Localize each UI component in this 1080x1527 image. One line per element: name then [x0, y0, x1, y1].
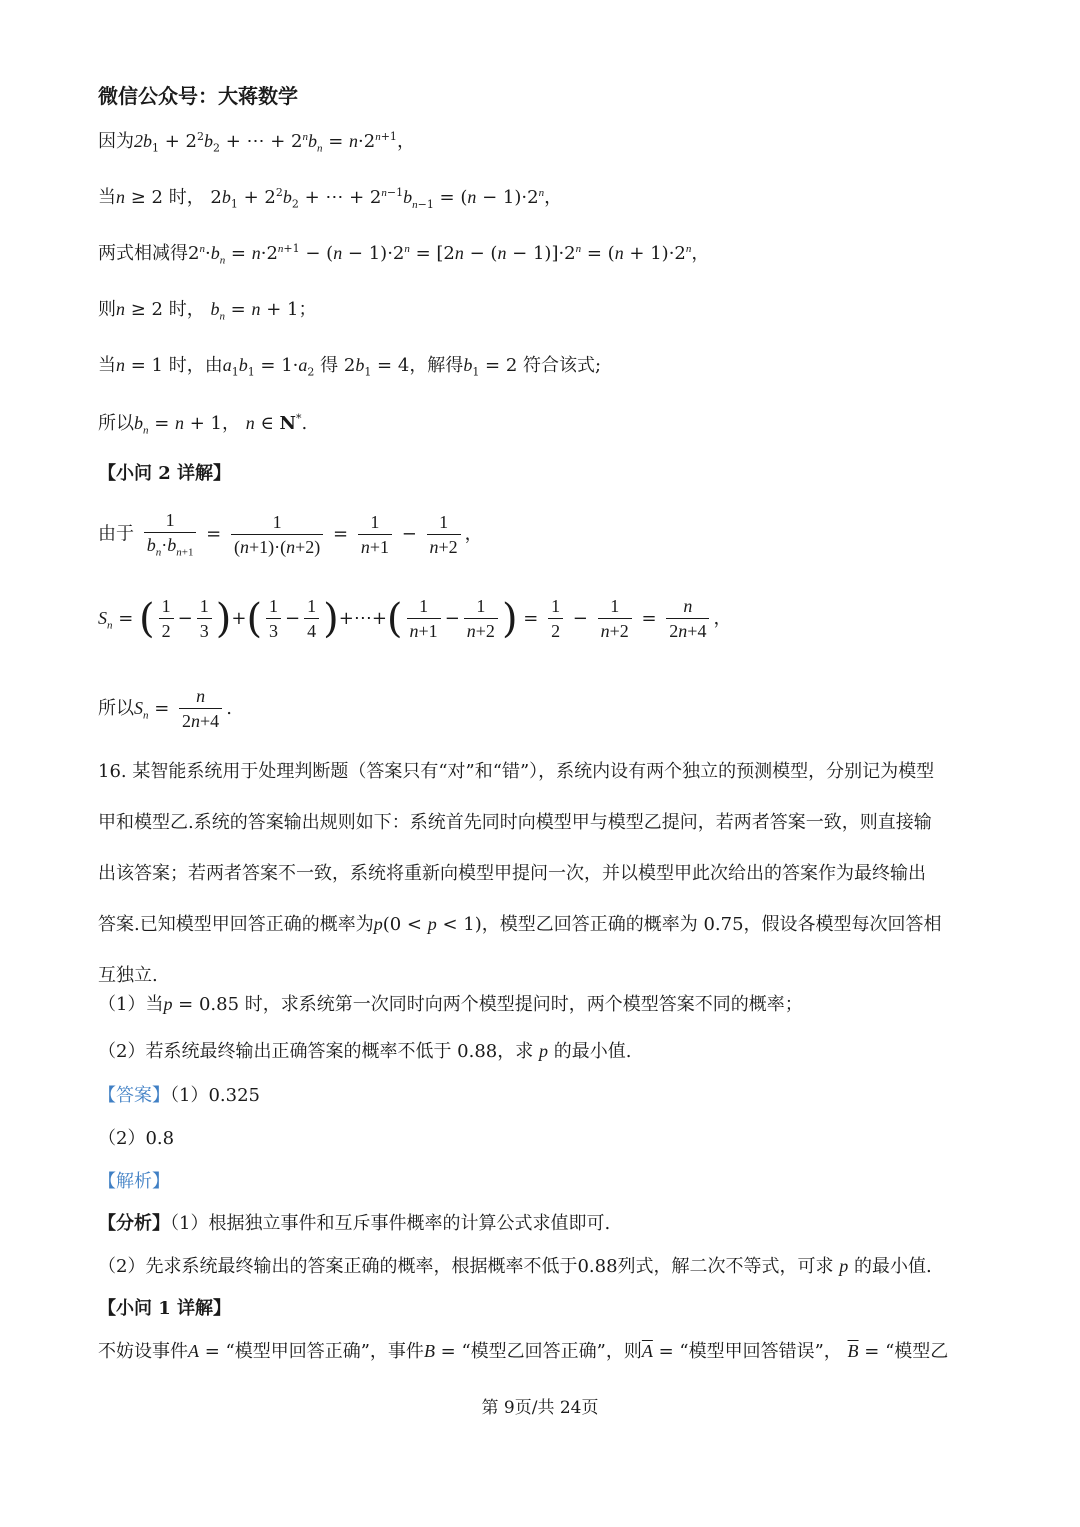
derivation-line-1: 因为$2b_1 + 2^2b_2$ + ⋯ + $2^nb_n = n\cdot 2^{n+1}$， [98, 130, 415, 155]
answer-line-2: （2）0.8 [98, 1128, 175, 1149]
part2-line-2: $S_n$ = ( $\frac{1}{2}$ − $\frac{1}{3}$ )+( $\frac{1}{3}$ − $\frac{1}{4}$ )+⋯+( $\frac{1}{n+1}$ − $\frac{1}{n+2}$ ) = $\frac{1}{2}$ − $\frac{1}{n+2}$ = $\frac{n}{2n+4}$ ， [98, 595, 732, 642]
problem-16-question-1: （1）当p = 0.85 时，求系统第一次同时向两个模型提问时，两个模型答案不同的概率； [98, 994, 803, 1015]
derivation-line-5: 当n = 1 时，由$a_1b_1 = 1\cdot a_2$ 得 $2b_1 = 4$，解得$b_1 = 2$ 符合该式; [98, 355, 602, 379]
analysis-tag: 【解析】 [98, 1171, 170, 1192]
analysis-line-1: 【分析】（1）根据独立事件和互斥事件概率的计算公式求值即可. [98, 1213, 611, 1234]
answer-tag: 【答案】 [98, 1085, 170, 1106]
analysis-line-last: 不妨设事件A = “模型甲回答正确”，事件B = “模型乙回答正确”，则$\overline{A}$ = “模型甲回答错误”， $\overline{B}$ = “模型乙 [98, 1341, 949, 1362]
problem-16-line-3: 出该答案；若两者答案不一致，系统将重新向模型甲提问一次，并以模型甲此次给出的答案作为最终输出 [98, 863, 926, 884]
problem-16-line-1: 16. 某智能系统用于处理判断题（答案只有“对”和“错”），系统内设有两个独立的预测模型，分别记为模型 [98, 761, 935, 782]
derivation-line-2: 当n ≥ 2 时， $2b_1 + 2^2b_2$ + ⋯ + $2^{n-1}b_{n-1} = (n - 1)\cdot 2^n$， [98, 186, 563, 211]
part2-line-1: 由于 $\frac{1}{b_n\cdot b_{n+1}}$ = $\frac{1}{(n+1)\cdot(n+2)}$ = $\frac{1}{n+1}$ − $\frac{1}{n+2}$ ， [98, 510, 483, 559]
sub-question-2-heading: 【小问 2 详解】 [98, 463, 232, 484]
page-footer: 第 9页/共 24页 [481, 1398, 599, 1418]
problem-16-line-4: 答案.已知模型甲回答正确的概率为p(0 < p < 1)，模型乙回答正确的概率为 0.75，假设各模型每次回答相 [98, 914, 942, 935]
analysis-line-2: （2）先求系统最终输出的答案正确的概率，根据概率不低于0.88列式，解二次不等式，可求 p 的最小值. [98, 1256, 932, 1277]
wechat-header: 微信公众号：大蒋数学 [98, 84, 298, 108]
derivation-line-3: 两式相减得$2^n\cdot b_n = n\cdot 2^{n+1} - (n - 1)\cdot 2^n = [2n - (n - 1)]\cdot 2^n = (n + 1)\cdot 2^n$， [98, 242, 710, 267]
problem-16-line-5: 互独立. [98, 965, 158, 986]
derivation-line-6: 所以$b_n = n + 1$， n ∈ N*. [98, 412, 308, 437]
answer-line-1: 【答案】（1）0.325 [98, 1085, 260, 1106]
sub-question-1-heading: 【小问 1 详解】 [98, 1298, 232, 1319]
problem-16-statement [98, 746, 978, 1001]
problem-16-question-2: （2）若系统最终输出正确答案的概率不低于 0.88，求 p 的最小值. [98, 1041, 632, 1062]
part2-line-3: 所以$S_n$ = $\frac{n}{2n+4}$ . [98, 686, 232, 732]
problem-16-line-2: 甲和模型乙.系统的答案输出规则如下：系统首先同时向模型甲与模型乙提问，若两者答案一致，则直接输 [98, 812, 932, 833]
derivation-line-4: 则n ≥ 2 时， $b_n = n + 1$； [98, 299, 317, 323]
